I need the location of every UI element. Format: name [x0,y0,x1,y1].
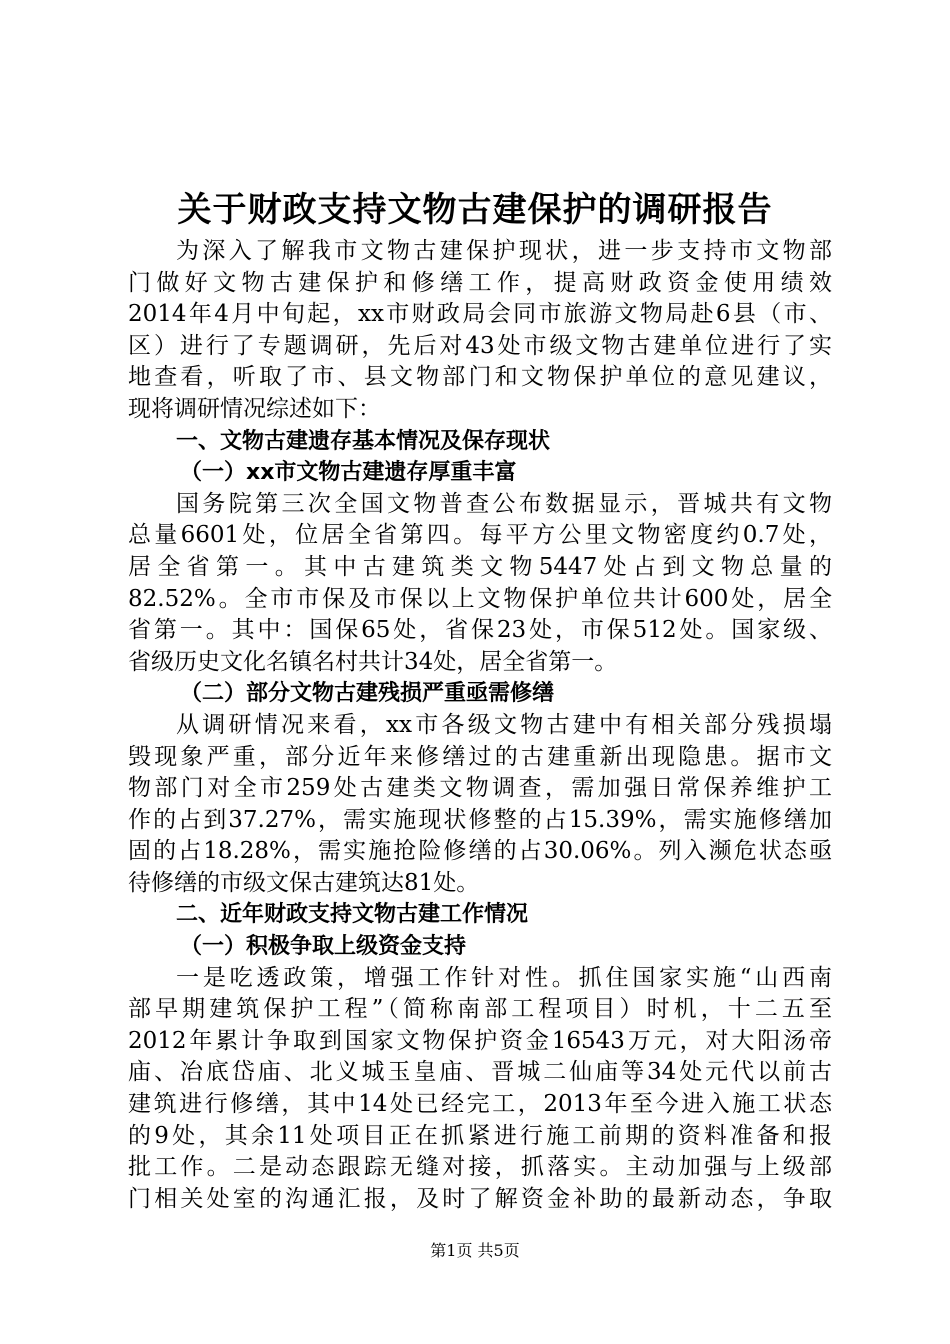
document-body [128,236,832,1215]
paragraph-line: 毁现象严重，部分近年来修缮过的古建重新出现隐患。据市文 [128,743,832,770]
paragraph-line: 作的占到37.27%，需实施现状修整的占15.39%，需实施修缮加 [128,806,832,833]
paragraph-line: 为深入了解我市文物古建保护现状，进一步支持市文物部 [176,238,832,264]
paragraph-line: 部早期建筑保护工程”（简称南部工程项目）时机，十二五至 [128,996,832,1023]
paragraph-line: 门做好文物古建保护和修缮工作，提高财政资金使用绩效 [128,269,832,296]
paragraph-line: 国务院第三次全国文物普查公布数据显示，晋城共有文物 [176,490,832,517]
subsection-heading: （一）积极争取上级资金支持 [180,934,467,960]
paragraph-line: 地查看，听取了市、县文物部门和文物保护单位的意见建议， [128,364,832,391]
paragraph-line: 批工作。二是动态跟踪无缝对接，抓落实。主动加强与上级部 [128,1154,832,1181]
section-heading: 一、文物古建遗存基本情况及保存现状 [176,428,551,454]
paragraph-line: 庙、冶底岱庙、北义城玉皇庙、晋城二仙庙等34处元代以前古 [128,1059,832,1086]
paragraph-line: 居全省第一。其中古建筑类文物5447处占到文物总量的 [128,553,832,580]
paragraph-line: 固的占18.28%，需实施抢险修缮的占30.06%。列入濒危状态亟 [128,838,832,865]
paragraph-line: 从调研情况来看，xx市各级文物古建中有相关部分残损塌 [176,711,832,738]
section1-sub1-paragraph [128,489,832,679]
section1-sub2-paragraph [128,710,832,900]
subsection-heading: （一）xx市文物古建遗存厚重丰富 [180,460,517,486]
paragraph-line: 现将调研情况综述如下： [128,395,381,422]
paragraph-line: 门相关处室的沟通汇报，及时了解资金补助的最新动态，争取 [128,1185,832,1212]
paragraph-line: 区）进行了专题调研，先后对43处市级文物古建单位进行了实 [128,332,832,359]
paragraph-line: 2014年4月中旬起，xx市财政局会同市旅游文物局赴6县（市、 [128,301,832,328]
paragraph-line: 总量6601处，位居全省第四。每平方公里文物密度约0.7处， [128,522,832,549]
subsection-heading: （二）部分文物古建残损严重亟需修缮 [180,681,555,707]
intro-paragraph [128,236,832,426]
section-heading: 二、近年财政支持文物古建工作情况 [176,902,529,928]
section2-sub1-paragraph [128,963,832,1216]
paragraph-line: 的9处，其余11处项目正在抓紧进行施工前期的资料准备和报 [128,1122,832,1149]
paragraph-line: 省级历史文化名镇名村共计34处，居全省第一。 [128,648,618,675]
paragraph-line: 82.52%。全市市保及市保以上文物保护单位共计600处，居全 [128,585,832,612]
paragraph-line: 一是吃透政策，增强工作针对性。抓住国家实施“山西南 [176,964,832,991]
paragraph-line: 物部门对全市259处古建类文物调查，需加强日常保养维护工 [128,775,832,802]
paragraph-line: 建筑进行修缮，其中14处已经完工，2013年至今进入施工状态 [128,1091,832,1118]
paragraph-line: 省第一。其中：国保65处，省保23处，市保512处。国家级、 [128,617,832,644]
paragraph-line: 待修缮的市级文保古建筑达81处。 [128,869,480,896]
paragraph-line: 2012年累计争取到国家文物保护资金16543万元，对大阳汤帝 [128,1027,832,1054]
document-title: 关于财政支持文物古建保护的调研报告 [177,190,773,230]
page-footer: 第1页 共5页 [430,1241,520,1260]
